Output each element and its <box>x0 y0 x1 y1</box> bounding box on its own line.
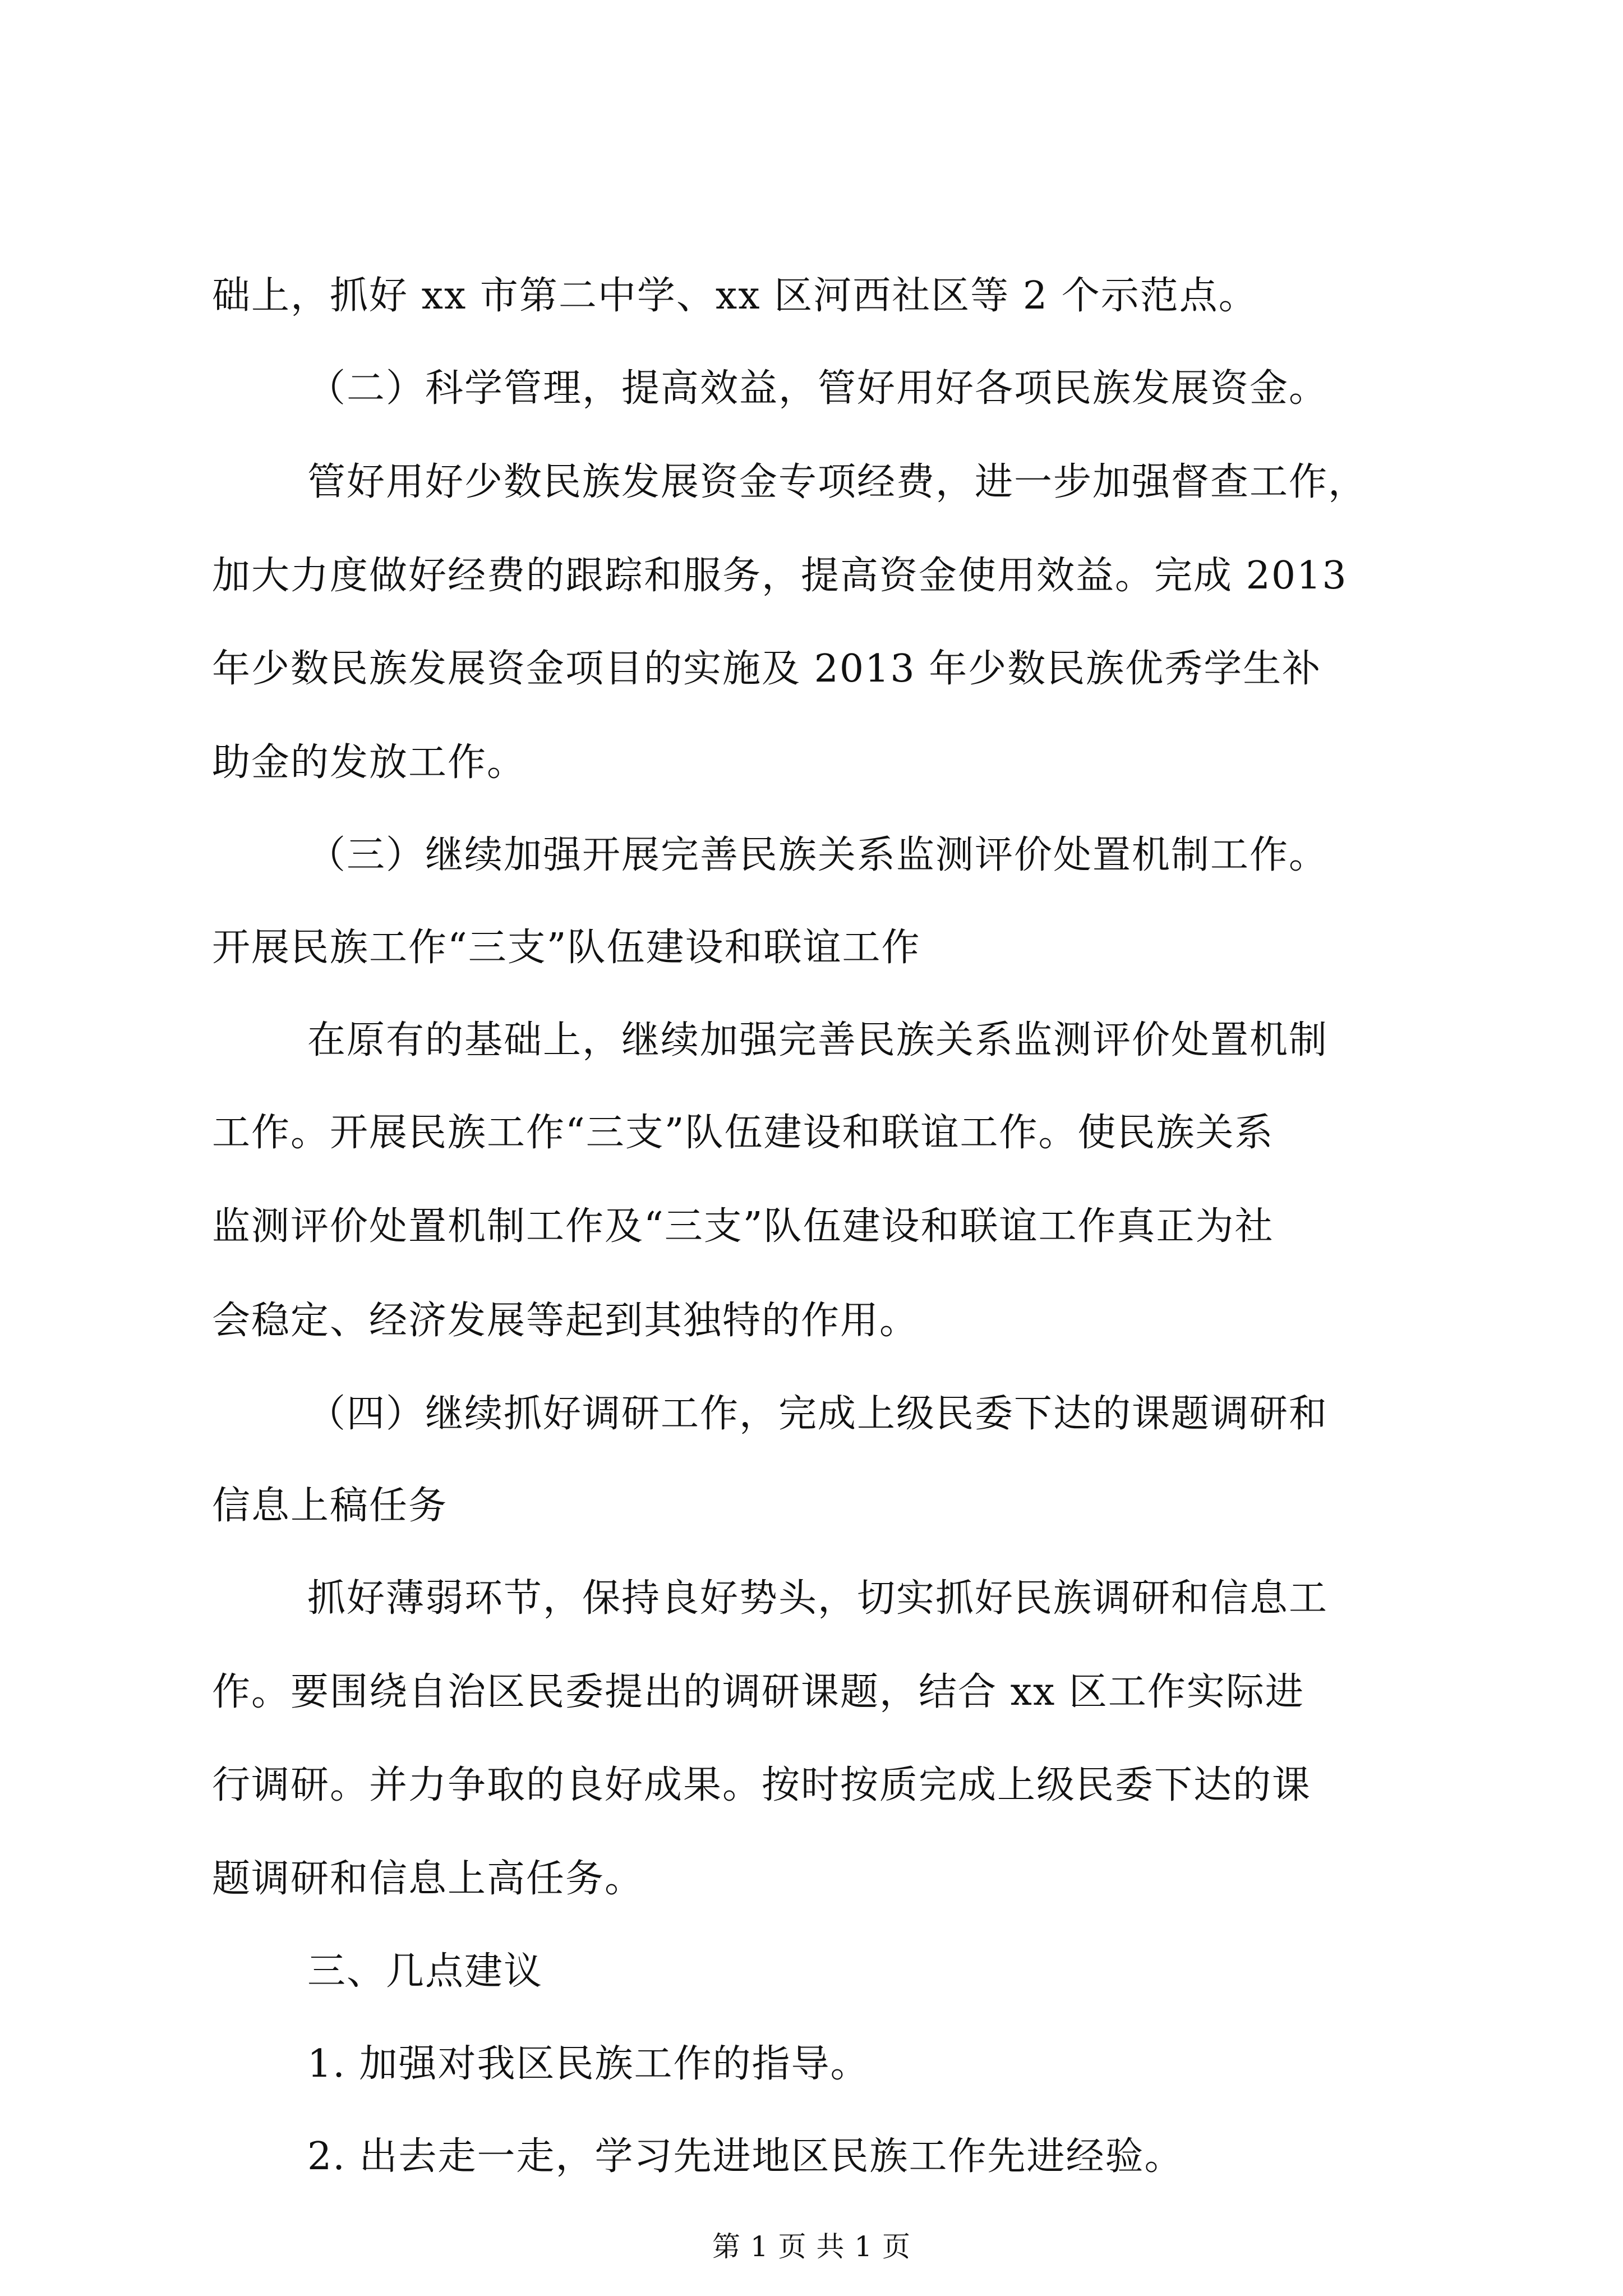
text-line: 在原有的基础上，继续加强完善民族关系监测评价处置机制 <box>307 1018 1329 1062</box>
page-footer: 第 1 页 共 1 页 <box>712 2230 911 2263</box>
text-line: 行调研。并力争取的良好成果。按时按质完成上级民委下达的课 <box>212 1763 1312 1807</box>
text-line: 工作。开展民族工作“三支”队伍建设和联谊工作。使民族关系 <box>212 1111 1274 1155</box>
text-line: 作。要围绕自治区民委提出的调研课题，结合 xx 区工作实际进 <box>212 1670 1304 1714</box>
text-line: 会稳定、经济发展等起到其独特的作用。 <box>212 1299 919 1343</box>
text-line: 管好用好少数民族发展资金专项经费，进一步加强督查工作， <box>307 460 1368 504</box>
text-line: 题调研和信息上高任务。 <box>212 1857 644 1901</box>
section-heading: （三）继续加强开展完善民族关系监测评价处置机制工作。 <box>307 833 1329 877</box>
section-heading: 三、几点建议 <box>307 1949 543 1994</box>
section-heading: （四）继续抓好调研工作，完成上级民委下达的课题调研和 <box>307 1392 1329 1436</box>
list-item: 1. 加强对我区民族工作的指导。 <box>307 2042 870 2086</box>
list-item: 2. 出去走一走，学习先进地区民族工作先进经验。 <box>307 2134 1184 2179</box>
text-line: 础上，抓好 xx 市第二中学、xx 区河西社区等 2 个示范点。 <box>212 274 1258 318</box>
section-heading-continued: 信息上稿任务 <box>212 1484 448 1528</box>
text-line: 监测评价处置机制工作及“三支”队伍建设和联谊工作真正为社 <box>212 1204 1274 1249</box>
text-line: 抓好薄弱环节，保持良好势头，切实抓好民族调研和信息工 <box>307 1576 1329 1621</box>
text-line: 加大力度做好经费的跟踪和服务，提高资金使用效益。完成 2013 <box>212 554 1348 598</box>
text-line: 助金的发放工作。 <box>212 740 527 785</box>
section-heading: （二）科学管理，提高效益，管好用好各项民族发展资金。 <box>307 366 1329 411</box>
text-line: 年少数民族发展资金项目的实施及 2013 年少数民族优秀学生补 <box>212 647 1322 691</box>
section-heading-continued: 开展民族工作“三支”队伍建设和联谊工作 <box>212 926 921 970</box>
